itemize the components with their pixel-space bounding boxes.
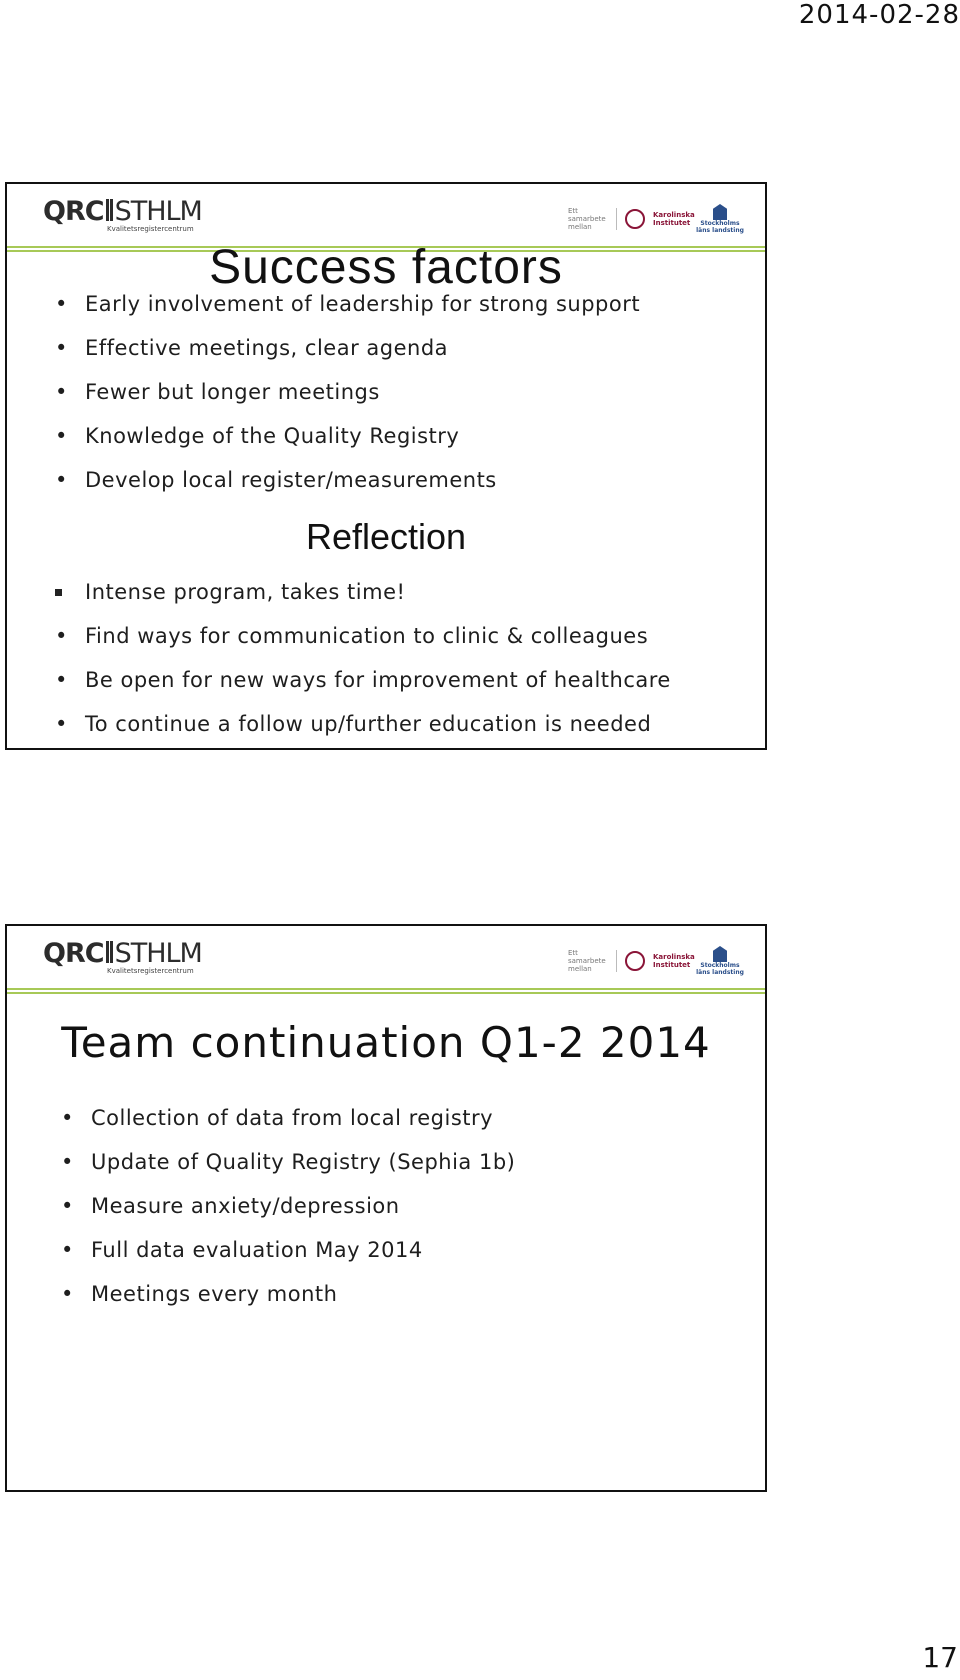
slide-title: Success factors — [209, 241, 563, 294]
logo-bars-icon — [106, 199, 113, 221]
partner-text: Ett samarbete mellan — [568, 207, 606, 231]
list-item: • Update of Quality Registry (Sephia 1b) — [61, 1150, 516, 1174]
sll-text: Stockholms läns landsting — [696, 962, 744, 976]
logo-bars-icon — [106, 941, 113, 963]
list-item: • Effective meetings, clear agenda — [55, 336, 449, 360]
list-item: • Collection of data from local registry — [61, 1106, 494, 1130]
list-item: • To continue a follow up/further education is needed — [55, 712, 652, 736]
divider — [616, 950, 617, 972]
list-item: • Full data evaluation May 2014 — [61, 1238, 423, 1262]
sll-crown-icon — [713, 946, 727, 962]
logo-qrc: QRC — [43, 938, 104, 969]
karolinska-seal-icon — [625, 951, 645, 971]
partner-logos — [568, 204, 745, 234]
sll-logo — [695, 946, 745, 976]
slide-title: Team continuation Q1-2 2014 — [61, 1018, 711, 1067]
green-header-rule — [7, 988, 765, 994]
logo-subtitle: Kvalitetsregistercentrum — [107, 225, 194, 233]
partner-text: Ett samarbete mellan — [568, 949, 606, 973]
sll-text: Stockholms läns landsting — [696, 220, 744, 234]
slide-success-factors — [5, 182, 767, 750]
karolinska-logo: Karolinska Institutet — [653, 211, 695, 227]
list-item: • Be open for new ways for improvement of healthcare — [55, 668, 671, 692]
page-number: 17 — [922, 1641, 958, 1674]
list-item: • Knowledge of the Quality Registry — [55, 424, 460, 448]
karolinska-seal-icon — [625, 209, 645, 229]
list-item: • Early involvement of leadership for strong support — [55, 292, 641, 316]
logo-qrc: QRC — [43, 196, 104, 227]
logo-sthlm: STHLM — [114, 196, 202, 227]
karolinska-logo: Karolinska Institutet — [653, 953, 695, 969]
logo-subtitle: Kvalitetsregistercentrum — [107, 967, 194, 975]
slide-team-continuation — [5, 924, 767, 1492]
sll-logo — [695, 204, 745, 234]
divider — [616, 208, 617, 230]
list-item: • Measure anxiety/depression — [61, 1194, 400, 1218]
list-item-square: Intense program, takes time! — [55, 580, 405, 604]
logo-sthlm: STHLM — [114, 938, 202, 969]
page-date: 2014-02-28 — [798, 0, 960, 30]
qrc-sthlm-logo — [43, 938, 202, 975]
list-item: • Develop local register/measurements — [55, 468, 497, 492]
partner-logos — [568, 946, 745, 976]
qrc-sthlm-logo — [43, 196, 202, 233]
square-bullet-icon — [55, 589, 62, 596]
list-item: • Find ways for communication to clinic & colleagues — [55, 624, 649, 648]
sll-crown-icon — [713, 204, 727, 220]
list-item: • Fewer but longer meetings — [55, 380, 380, 404]
list-item: • Meetings every month — [61, 1282, 338, 1306]
reflection-heading: Reflection — [305, 516, 467, 557]
